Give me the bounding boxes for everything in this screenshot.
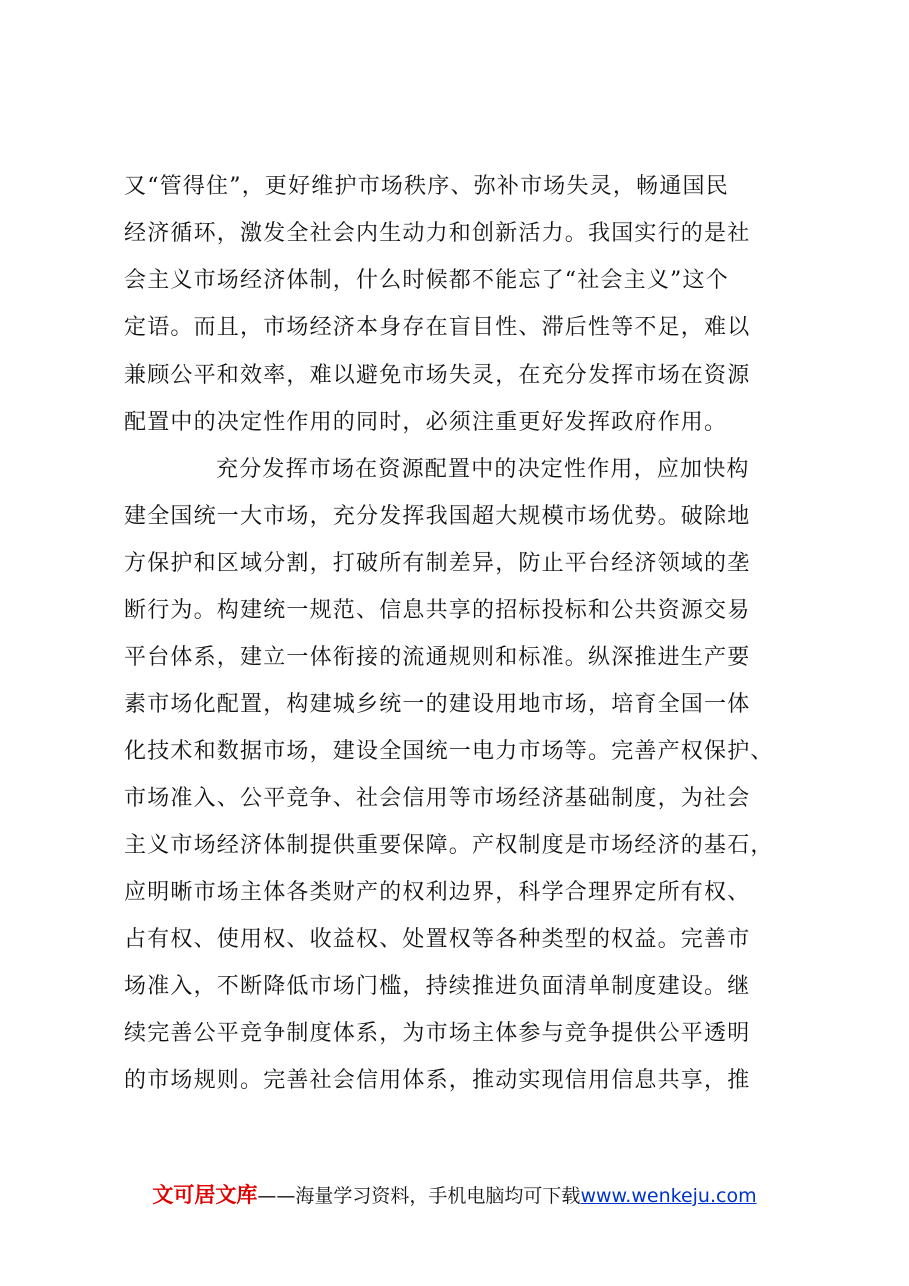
text-line: 方保护和区域分割，打破所有制差异，防止平台经济领域的垄 bbox=[124, 551, 751, 576]
footer-site-link[interactable]: www.wenkeju.com bbox=[580, 1185, 757, 1207]
paragraph-first-line: 充分发挥市场在资源配置中的决定性作用，应加快构 bbox=[216, 457, 750, 482]
footer-brand: 文可居文库 bbox=[152, 1183, 258, 1207]
text-line: 平台体系，建立一体衔接的流通规则和标准。纵深推进生产要 bbox=[124, 645, 751, 670]
text-line: 场准入，不断降低市场门槛，持续推进负面清单制度建设。继 bbox=[124, 974, 751, 999]
text-line: 续完善公平竞争制度体系，为市场主体参与竞争提供公平透明 bbox=[124, 1021, 751, 1046]
text-line: 应明晰市场主体各类财产的权利边界，科学合理界定所有权、 bbox=[124, 880, 751, 905]
text-line: 会主义市场经济体制，什么时候都不能忘了“社会主义”这个 bbox=[124, 268, 729, 293]
text-line: 定语。而且，市场经济本身存在盲目性、滞后性等不足，难以 bbox=[124, 315, 751, 340]
footer-tagline: ——海量学习资料，手机电脑均可下载 bbox=[257, 1185, 581, 1207]
text-line: 的市场规则。完善社会信用体系，推动实现信用信息共享，推 bbox=[124, 1068, 751, 1093]
text-line: 配置中的决定性作用的同时，必须注重更好发挥政府作用。 bbox=[124, 410, 728, 435]
text-line: 占有权、使用权、收益权、处置权等各种类型的权益。完善市 bbox=[124, 927, 751, 952]
text-line: 兼顾公平和效率，难以避免市场失灵，在充分发挥市场在资源 bbox=[124, 363, 751, 388]
text-line: 主义市场经济体制提供重要保障。产权制度是市场经济的基石， bbox=[124, 833, 774, 858]
text-line: 化技术和数据市场，建设全国统一电力市场等。完善产权保护、 bbox=[124, 739, 774, 764]
text-line: 素市场化配置，构建城乡统一的建设用地市场，培育全国一体 bbox=[124, 692, 751, 717]
text-line: 又“管得住”，更好维护市场秩序、弥补市场失灵，畅通国民 bbox=[124, 174, 729, 199]
text-line: 经济循环，激发全社会内生动力和创新活力。我国实行的是社 bbox=[124, 221, 751, 246]
page-footer bbox=[0, 1180, 909, 1211]
text-line: 断行为。构建统一规范、信息共享的招标投标和公共资源交易 bbox=[124, 598, 751, 623]
text-line: 建全国统一大市场，充分发挥我国超大规模市场优势。破除地 bbox=[124, 504, 751, 529]
text-line: 市场准入、公平竞争、社会信用等市场经济基础制度，为社会 bbox=[124, 786, 751, 811]
